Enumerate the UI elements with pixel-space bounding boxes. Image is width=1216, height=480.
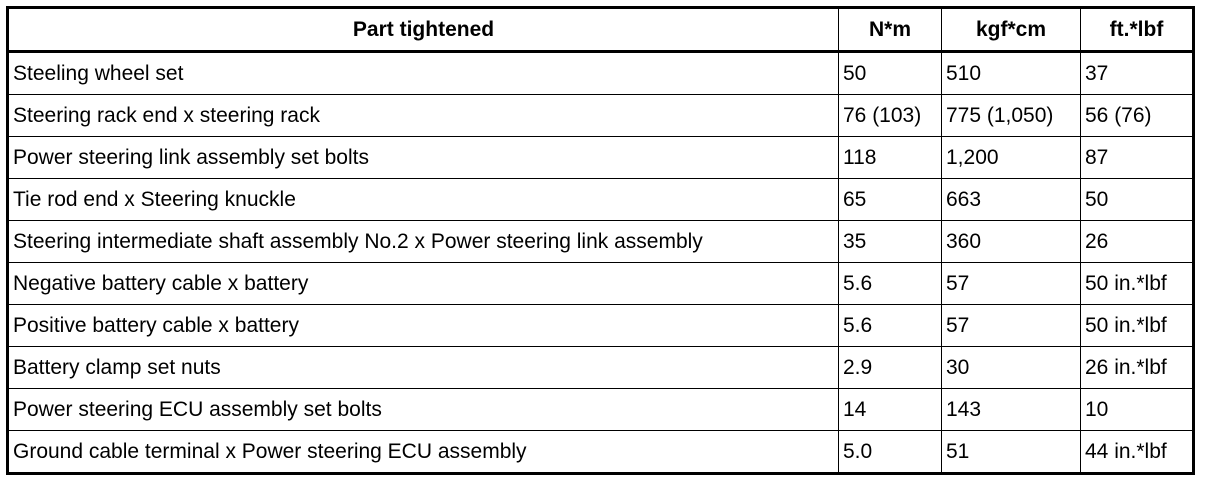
cell-nm: 35 (839, 221, 942, 263)
cell-part: Battery clamp set nuts (8, 347, 839, 389)
cell-part: Steering intermediate shaft assembly No.2 x Power steering link assembly (8, 221, 839, 263)
cell-nm: 50 (839, 52, 942, 95)
cell-nm: 14 (839, 389, 942, 431)
cell-kgf-cm: 143 (942, 389, 1081, 431)
cell-kgf-cm: 1,200 (942, 137, 1081, 179)
table-row (8, 137, 1194, 179)
cell-kgf-cm: 57 (942, 305, 1081, 347)
cell-nm: 76 (103) (839, 95, 942, 137)
header-kgf-cm: kgf*cm (942, 8, 1081, 52)
cell-nm: 2.9 (839, 347, 942, 389)
cell-part: Tie rod end x Steering knuckle (8, 179, 839, 221)
cell-part: Positive battery cable x battery (8, 305, 839, 347)
table-row (8, 52, 1194, 95)
cell-kgf-cm: 30 (942, 347, 1081, 389)
cell-ft-lbf: 56 (76) (1081, 95, 1194, 137)
table-row (8, 263, 1194, 305)
cell-kgf-cm: 57 (942, 263, 1081, 305)
cell-kgf-cm: 775 (1,050) (942, 95, 1081, 137)
cell-part: Ground cable terminal x Power steering ECU assembly (8, 431, 839, 474)
cell-ft-lbf: 10 (1081, 389, 1194, 431)
table-header-row (8, 8, 1194, 52)
cell-nm: 118 (839, 137, 942, 179)
header-nm: N*m (839, 8, 942, 52)
table-row (8, 431, 1194, 474)
cell-ft-lbf: 50 in.*lbf (1081, 263, 1194, 305)
cell-ft-lbf: 26 in.*lbf (1081, 347, 1194, 389)
cell-ft-lbf: 44 in.*lbf (1081, 431, 1194, 474)
torque-spec-table (6, 6, 1195, 475)
table-row (8, 95, 1194, 137)
table-row (8, 179, 1194, 221)
table-row (8, 389, 1194, 431)
table-body (8, 52, 1194, 474)
cell-part: Steeling wheel set (8, 52, 839, 95)
cell-nm: 5.6 (839, 263, 942, 305)
cell-kgf-cm: 510 (942, 52, 1081, 95)
table-row (8, 221, 1194, 263)
cell-ft-lbf: 87 (1081, 137, 1194, 179)
cell-part: Steering rack end x steering rack (8, 95, 839, 137)
cell-kgf-cm: 663 (942, 179, 1081, 221)
table-row (8, 347, 1194, 389)
cell-ft-lbf: 50 (1081, 179, 1194, 221)
cell-kgf-cm: 51 (942, 431, 1081, 474)
cell-nm: 5.6 (839, 305, 942, 347)
header-ft-lbf: ft.*lbf (1081, 8, 1194, 52)
cell-part: Power steering ECU assembly set bolts (8, 389, 839, 431)
cell-nm: 65 (839, 179, 942, 221)
cell-ft-lbf: 26 (1081, 221, 1194, 263)
cell-ft-lbf: 37 (1081, 52, 1194, 95)
table-row (8, 305, 1194, 347)
cell-part: Negative battery cable x battery (8, 263, 839, 305)
cell-ft-lbf: 50 in.*lbf (1081, 305, 1194, 347)
cell-kgf-cm: 360 (942, 221, 1081, 263)
header-part-tightened: Part tightened (8, 8, 839, 52)
cell-part: Power steering link assembly set bolts (8, 137, 839, 179)
cell-nm: 5.0 (839, 431, 942, 474)
